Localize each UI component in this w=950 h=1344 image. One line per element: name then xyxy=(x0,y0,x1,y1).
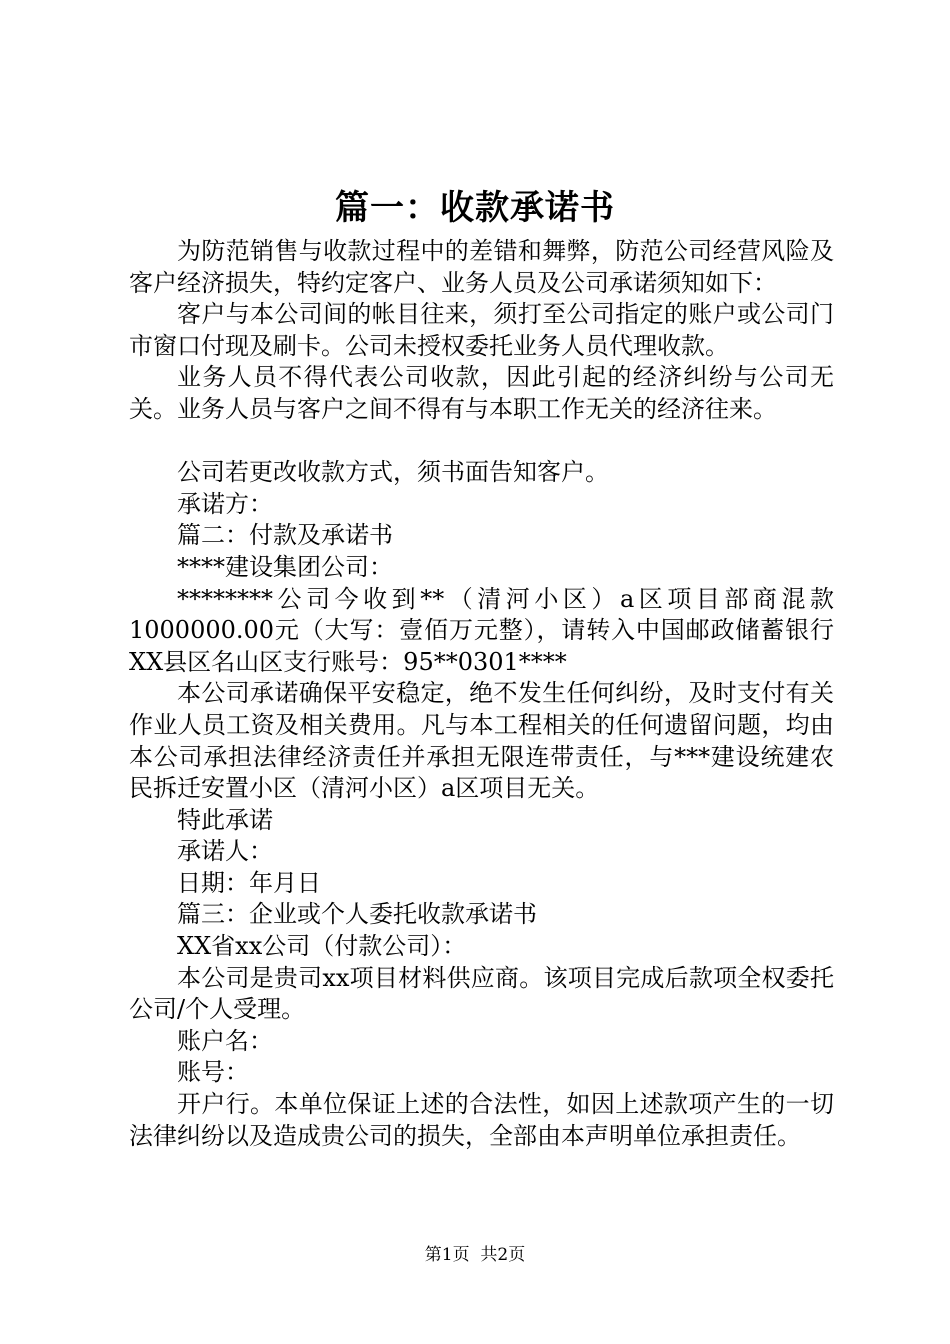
paragraph-date: 日期：年月日 xyxy=(177,868,321,897)
paragraph-signer: 承诺人： xyxy=(177,837,273,866)
paragraph-account-number: 账号： xyxy=(177,1058,249,1087)
paragraph-payer-company: XX省xx公司（付款公司）： xyxy=(177,932,467,961)
page-number: 第1页 共2页 xyxy=(424,1245,526,1265)
paragraph-staff-rule: 业务人员不得代表公司收款，因此引起的经济纠纷与公司无关。业务人员与客户之间不得有与本职工作无关的经济往来。 xyxy=(129,363,834,423)
paragraph-account-name: 账户名： xyxy=(177,1026,273,1055)
paragraph-promisor: 承诺方： xyxy=(177,489,273,518)
paragraph-hereby: 特此承诺 xyxy=(177,805,273,834)
paragraph-addressee: ****建设集团公司： xyxy=(177,552,393,581)
paragraph-supplier: 本公司是贵司xx项目材料供应商。该项目完成后款项全权委托公司/个人受理。 xyxy=(129,963,834,1024)
paragraph-intro: 为防范销售与收款过程中的差错和舞弊，防范公司经营风险及客户经济损失，特约定客户、业务人员及公司承诺须知如下： xyxy=(129,237,834,297)
paragraph-commitment: 本公司承诺确保平安稳定，绝不发生任何纠纷，及时支付有关作业人员工资及相关费用。凡与本工程相关的任何遗留问题，均由本公司承担法律经济责任并承担无限连带责任，与***建设统建农民拆迁安置小区（清河小区）a区项目无关。 xyxy=(129,679,834,803)
section-heading-3: 篇三：企业或个人委托收款承诺书 xyxy=(177,900,537,929)
paragraph-change-notice: 公司若更改收款方式，须书面告知客户。 xyxy=(177,458,609,487)
page-footer xyxy=(0,1243,950,1267)
page-title: 篇一：收款承诺书 xyxy=(335,188,615,228)
document-body xyxy=(129,236,834,1152)
paragraph-account-rule: 客户与本公司间的帐目往来，须打至公司指定的账户或公司门市窗口付现及刷卡。公司未授权委托业务人员代理收款。 xyxy=(129,300,834,360)
blank-line xyxy=(129,426,834,458)
section-heading-2: 篇二：付款及承诺书 xyxy=(177,521,393,550)
paragraph-payment-receipt: ********公司今收到**（清河小区）a区项目部商混款1000000.00元（大写：壹佰万元整），请转入中国邮政储蓄银行XX县区名山区支行账号：95**0301**** xyxy=(129,584,834,676)
paragraph-bank-liability: 开户行。本单位保证上述的合法性，如因上述款项产生的一切法律纠纷以及造成贵公司的损失，全部由本声明单位承担责任。 xyxy=(129,1090,834,1150)
